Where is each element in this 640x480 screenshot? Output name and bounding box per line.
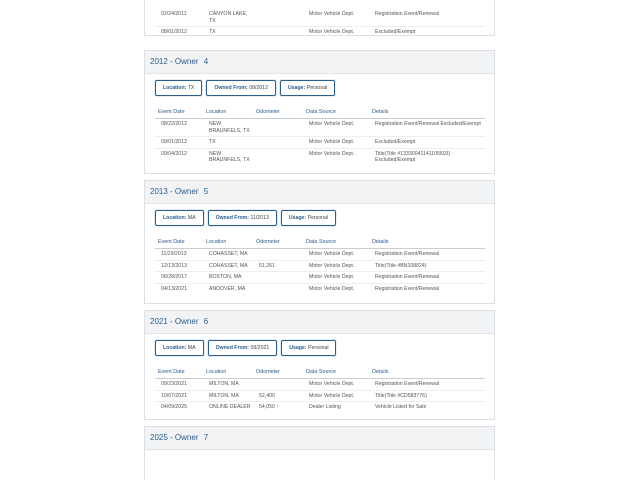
table-row (155, 260, 485, 272)
event-source: Motor Vehicle Dept. (303, 272, 369, 284)
event-location: MILTON, MA (203, 390, 253, 402)
event-table (155, 105, 485, 166)
owner-year: 2012 (150, 57, 168, 66)
table-row (155, 9, 485, 27)
event-details: Title(Title #13330041141105603) Excluded/Exempt (375, 150, 451, 163)
event-details: Registration Event/Renewal (369, 379, 485, 391)
event-details: Title(Title #BN108824) (369, 260, 485, 272)
event-details: Title(Title #CD583776) (369, 390, 485, 402)
owner-history-card-7 (144, 426, 495, 480)
event-table (155, 235, 485, 294)
event-date: 10/07/2021 (155, 390, 203, 402)
event-odometer: 54,050 ↑ (259, 404, 279, 410)
event-details: Registration Event/Renewal (369, 272, 485, 284)
event-odometer (253, 249, 303, 261)
event-source: Motor Vehicle Dept. (309, 150, 355, 157)
event-location: CANYON LAKE, TX (203, 9, 253, 27)
table-row (155, 272, 485, 284)
event-odometer: 51,261 (253, 260, 303, 272)
owner-history-card-3 (144, 0, 495, 36)
event-source: Motor Vehicle Dept. (303, 119, 369, 137)
event-date: 12/13/2013 (155, 260, 203, 272)
event-details: Vehicle Listed for Sale (375, 404, 427, 410)
usage-badge: Usage: Personal (281, 340, 336, 356)
event-date: 08/01/2012 (161, 29, 187, 35)
owner-label: - Owner (170, 187, 199, 196)
owner-number: 6 (203, 317, 209, 326)
event-details: Excluded/Exempt (369, 137, 485, 149)
event-odometer (253, 27, 303, 38)
col-data-source: Data Source (303, 235, 369, 249)
owner-number: 4 (203, 57, 209, 66)
event-date: 11/29/2013 (155, 249, 203, 261)
event-source: Motor Vehicle Dept. (309, 285, 355, 292)
event-location: COHASSET, MA (203, 249, 253, 261)
owned-from-badge: Owned From: 08/2012 (206, 80, 276, 96)
table-header-row (155, 105, 485, 119)
col-location: Location (203, 235, 253, 249)
owner-label: - Owner (170, 317, 199, 326)
event-source: Dealer Listing (309, 404, 341, 410)
owner-label: - Owner (170, 433, 199, 442)
col-odometer: Odometer (253, 235, 303, 249)
col-event-date: Event Date (155, 235, 203, 249)
event-details: Registration Event/Renewal (375, 285, 440, 292)
event-location: BOSTON, MA (203, 272, 253, 284)
usage-badge: Usage: Personal (281, 210, 336, 226)
event-source: Motor Vehicle Dept. (309, 29, 355, 35)
event-date: 06/28/2017 (155, 272, 203, 284)
owner-header (145, 427, 494, 450)
table-row (155, 283, 485, 294)
event-date: 09/04/2012 (161, 150, 187, 157)
event-date: 09/23/2021 (155, 379, 203, 391)
event-odometer (253, 137, 303, 149)
table-row (155, 137, 485, 149)
col-event-date: Event Date (155, 365, 203, 379)
col-odometer: Odometer (253, 365, 303, 379)
event-location: ANDOVER, MA (209, 285, 246, 292)
owner-number: 7 (203, 433, 209, 442)
event-location: COHASSET, MA (203, 260, 253, 272)
event-date: 04/09/2025 (161, 404, 187, 410)
event-source: Motor Vehicle Dept. (303, 9, 369, 27)
location-badge: Location: MA (155, 210, 204, 226)
event-source: Motor Vehicle Dept. (303, 260, 369, 272)
table-header-row (155, 365, 485, 379)
owner-year: 2021 (150, 317, 168, 326)
table-row (155, 249, 485, 261)
col-details: Details (369, 105, 485, 119)
col-details: Details (369, 365, 485, 379)
owner-header (145, 51, 494, 74)
owner-badges (145, 204, 494, 226)
owned-from-badge: Owned From: 09/2021 (208, 340, 278, 356)
owner-year: 2025 (150, 433, 168, 442)
event-odometer (253, 379, 303, 391)
event-details: Excluded/Exempt (375, 29, 416, 35)
event-odometer: 52,400 (253, 390, 303, 402)
table-row (155, 119, 485, 137)
event-odometer (253, 272, 303, 284)
location-badge: Location: MA (155, 340, 204, 356)
col-odometer: Odometer (253, 105, 303, 119)
table-header-row (155, 235, 485, 249)
owner-badges (145, 74, 494, 96)
event-details: Registration Event/Renewal Excluded/Exempt (369, 119, 485, 137)
table-row (155, 402, 485, 413)
col-data-source: Data Source (303, 105, 369, 119)
event-table (155, 365, 485, 413)
col-details: Details (369, 235, 485, 249)
event-location: ONLINE DEALER (209, 404, 251, 410)
event-odometer (253, 283, 303, 294)
event-source: Motor Vehicle Dept. (303, 249, 369, 261)
col-event-date: Event Date (155, 105, 203, 119)
event-odometer (253, 119, 303, 137)
owner-history-card-6 (144, 310, 495, 420)
event-location: TX (203, 137, 253, 149)
event-odometer (253, 148, 303, 166)
event-date: 02/24/2011 (155, 9, 203, 27)
owner-label: - Owner (170, 57, 199, 66)
event-details: Registration Event/Renewal (369, 249, 485, 261)
event-date: 08/22/2012 (155, 119, 203, 137)
location-badge: Location: TX (155, 80, 202, 96)
col-location: Location (203, 105, 253, 119)
table-row (155, 27, 485, 38)
owner-number: 5 (203, 187, 209, 196)
event-source: Motor Vehicle Dept. (303, 137, 369, 149)
event-odometer (253, 9, 303, 27)
usage-badge: Usage: Personal (280, 80, 335, 96)
col-data-source: Data Source (303, 365, 369, 379)
owner-header (145, 181, 494, 204)
owner-header (145, 311, 494, 334)
event-date: 09/01/2012 (155, 137, 203, 149)
event-location: MILTON, MA (203, 379, 253, 391)
owner-badges (145, 334, 494, 356)
col-location: Location (203, 365, 253, 379)
event-source: Motor Vehicle Dept. (303, 379, 369, 391)
table-row (155, 379, 485, 391)
event-details: Registration Event/Renewal (369, 9, 485, 27)
event-location: NEW BRAUNFELS, TX (209, 150, 250, 163)
table-row (155, 390, 485, 402)
table-row (155, 148, 485, 166)
event-date: 04/13/2021 (161, 285, 187, 292)
owner-history-card-5 (144, 180, 495, 304)
event-location: TX (209, 29, 216, 35)
owner-year: 2013 (150, 187, 168, 196)
event-table (155, 9, 485, 38)
event-source: Motor Vehicle Dept. (303, 390, 369, 402)
event-location: NEW BRAUNFELS, TX (203, 119, 253, 137)
owner-history-card-4 (144, 50, 495, 174)
owned-from-badge: Owned From: 11/2013 (208, 210, 277, 226)
